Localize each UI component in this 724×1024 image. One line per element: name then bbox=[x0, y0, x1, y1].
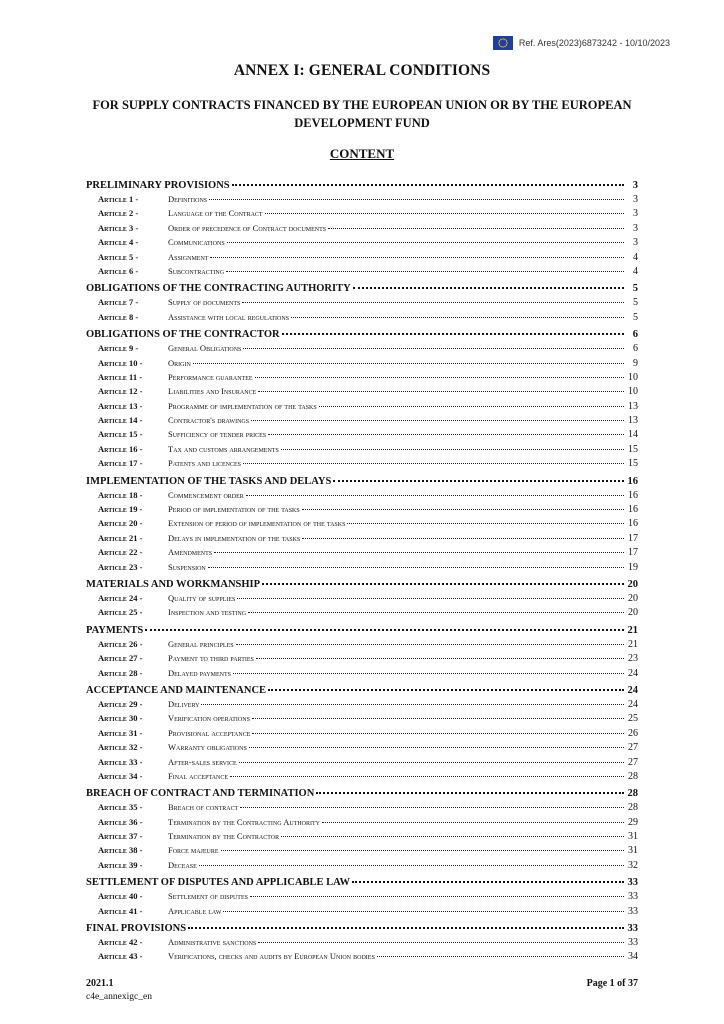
toc-page-number: 20 bbox=[628, 607, 638, 619]
content-heading: CONTENT bbox=[329, 146, 395, 161]
toc-entry-label: PAYMENTS bbox=[86, 624, 144, 636]
toc-article-link[interactable] bbox=[86, 546, 638, 560]
toc-dot-leader bbox=[226, 265, 624, 272]
toc-page-number: 3 bbox=[633, 208, 638, 220]
toc-section-link[interactable] bbox=[86, 875, 638, 890]
toc-page-number: 28 bbox=[628, 770, 638, 782]
toc-article-number: Article 33 - bbox=[98, 756, 143, 767]
toc-dot-leader bbox=[201, 698, 624, 705]
toc-dot-leader bbox=[145, 623, 624, 631]
toc-page-number: 24 bbox=[628, 698, 638, 710]
toc-page-number: 16 bbox=[627, 475, 638, 487]
toc-dot-leader bbox=[291, 311, 624, 318]
toc-section-link[interactable] bbox=[86, 327, 638, 342]
toc-dot-leader bbox=[208, 561, 624, 568]
toc-article-number: Article 3 - bbox=[98, 222, 139, 233]
toc-article-link[interactable] bbox=[86, 801, 638, 815]
toc-article-number: Article 35 - bbox=[98, 802, 143, 813]
toc-entry-label: Definitions bbox=[168, 194, 208, 204]
toc-article-number: Article 8 - bbox=[98, 311, 139, 322]
toc-article-link[interactable] bbox=[86, 265, 638, 279]
toc-dot-leader bbox=[281, 830, 624, 837]
toc-page-number: 27 bbox=[628, 742, 638, 754]
toc-article-link[interactable] bbox=[86, 652, 638, 666]
toc-article-number: Article 6 - bbox=[98, 265, 139, 276]
toc-article-number: Article 42 - bbox=[98, 937, 143, 948]
toc-article-number: Article 14 - bbox=[98, 415, 143, 426]
toc-section-link[interactable] bbox=[86, 786, 638, 801]
toc-dot-leader bbox=[209, 193, 624, 200]
reference-text: Ref. Ares(2023)6873242 - 10/10/2023 bbox=[518, 38, 670, 48]
toc-dot-leader bbox=[199, 859, 624, 866]
toc-page-number: 33 bbox=[628, 905, 638, 917]
toc-page-number: 3 bbox=[633, 237, 638, 249]
toc-page-number: 16 bbox=[628, 489, 638, 501]
toc-entry-label: Assistance with local regulations bbox=[168, 311, 290, 322]
table-of-contents bbox=[86, 176, 638, 965]
toc-page-number: 13 bbox=[628, 400, 638, 412]
toc-article-number: Article 11 - bbox=[98, 371, 143, 382]
toc-article-link[interactable] bbox=[86, 830, 638, 844]
toc-article-number: Article 25 - bbox=[98, 607, 143, 618]
toc-dot-leader bbox=[252, 727, 624, 734]
toc-article-number: Article 15 - bbox=[98, 429, 143, 440]
toc-entry-label: After-sales service bbox=[168, 756, 237, 767]
toc-article-number: Article 2 - bbox=[98, 208, 139, 219]
toc-article-number: Article 9 - bbox=[98, 343, 139, 354]
toc-article-link[interactable] bbox=[86, 905, 638, 919]
toc-entry-label: Delivery bbox=[168, 698, 200, 709]
toc-article-link[interactable] bbox=[86, 517, 638, 531]
toc-page-number: 3 bbox=[633, 222, 638, 234]
toc-page-number: 33 bbox=[628, 937, 638, 949]
toc-page-number: 5 bbox=[632, 283, 638, 295]
toc-article-link[interactable] bbox=[86, 296, 638, 310]
toc-entry-label: Amendments bbox=[168, 547, 213, 558]
toc-entry-label: Verification operations bbox=[168, 713, 250, 724]
toc-article-link[interactable] bbox=[86, 443, 638, 457]
toc-entry-label: Tax and customs arrangements bbox=[168, 443, 279, 454]
toc-dot-leader bbox=[377, 950, 624, 957]
toc-entry-label: BREACH OF CONTRACT AND TERMINATION bbox=[86, 788, 315, 800]
toc-entry-label: Period of implementation of the tasks bbox=[168, 504, 300, 515]
toc-article-link[interactable] bbox=[86, 950, 638, 964]
toc-dot-leader bbox=[352, 875, 624, 883]
toc-page-number: 6 bbox=[633, 343, 638, 355]
eu-flag-icon bbox=[493, 36, 513, 50]
toc-page-number: 5 bbox=[633, 297, 638, 309]
toc-dot-leader bbox=[268, 428, 624, 435]
toc-entry-label: Delayed payments bbox=[168, 667, 231, 678]
toc-article-link[interactable] bbox=[86, 251, 638, 265]
toc-page-number: 13 bbox=[628, 415, 638, 427]
toc-entry-label: General Obligations bbox=[168, 343, 242, 354]
toc-dot-leader bbox=[353, 281, 624, 289]
toc-page-number: 20 bbox=[628, 592, 638, 604]
toc-entry-label: Applicable law bbox=[168, 905, 222, 916]
toc-dot-leader bbox=[282, 327, 624, 335]
toc-article-link[interactable] bbox=[86, 741, 638, 755]
toc-page-number: 17 bbox=[628, 532, 638, 544]
toc-dot-leader bbox=[249, 741, 624, 748]
toc-article-link[interactable] bbox=[86, 207, 638, 221]
toc-page-number: 3 bbox=[632, 180, 638, 191]
toc-entry-label: IMPLEMENTATION OF THE TASKS AND DELAYS bbox=[86, 475, 332, 487]
toc-article-link[interactable] bbox=[86, 311, 638, 325]
toc-entry-label: Decease bbox=[168, 859, 197, 870]
toc-dot-leader bbox=[268, 683, 624, 691]
toc-dot-leader bbox=[251, 414, 624, 421]
toc-entry-label: Language of the Contract bbox=[168, 208, 263, 219]
toc-entry-label: Inspection and testing bbox=[168, 607, 247, 618]
toc-article-number: Article 43 - bbox=[98, 951, 143, 962]
toc-entry-label: Communications bbox=[168, 237, 225, 248]
toc-article-link[interactable] bbox=[86, 698, 638, 712]
toc-entry-label: Force majeure bbox=[168, 845, 219, 856]
toc-article-link[interactable] bbox=[86, 503, 638, 517]
toc-dot-leader bbox=[243, 342, 624, 349]
toc-page-number: 29 bbox=[628, 816, 638, 828]
toc-entry-label: Contractor's drawings bbox=[168, 415, 250, 426]
toc-entry-label: OBLIGATIONS OF THE CONTRACTOR bbox=[86, 329, 280, 341]
toc-entry-label: Supply of documents bbox=[168, 297, 241, 308]
toc-article-link[interactable] bbox=[86, 770, 638, 784]
toc-entry-label: Extension of period of implementation of the tasks bbox=[168, 518, 346, 529]
document-title: ANNEX I: GENERAL CONDITIONS bbox=[233, 62, 491, 79]
toc-article-link[interactable] bbox=[86, 816, 638, 830]
toc-dot-leader bbox=[347, 517, 624, 524]
toc-article-link[interactable] bbox=[86, 606, 638, 620]
toc-dot-leader bbox=[252, 712, 624, 719]
toc-article-number: Article 12 - bbox=[98, 386, 143, 397]
toc-article-link[interactable] bbox=[86, 727, 638, 741]
toc-article-number: Article 23 - bbox=[98, 561, 143, 572]
toc-dot-leader bbox=[281, 443, 624, 450]
toc-dot-leader bbox=[258, 385, 624, 392]
toc-entry-label: Verifications, checks and audits by European Union bodies bbox=[168, 951, 375, 962]
toc-article-link[interactable] bbox=[86, 357, 638, 371]
toc-article-number: Article 24 - bbox=[98, 592, 143, 603]
toc-section-link[interactable] bbox=[86, 577, 638, 592]
toc-entry-label: Termination by the Contractor bbox=[168, 831, 280, 842]
toc-entry-label: Patents and licences bbox=[168, 458, 241, 469]
toc-page-number: 4 bbox=[633, 251, 638, 263]
toc-page-number: 24 bbox=[627, 684, 638, 696]
toc-entry-label: PRELIMINARY PROVISIONS bbox=[86, 180, 230, 191]
toc-page-number: 24 bbox=[628, 667, 638, 679]
toc-entry-label: Payment to third parties bbox=[168, 653, 254, 664]
toc-article-link[interactable] bbox=[86, 844, 638, 858]
toc-article-number: Article 18 - bbox=[98, 489, 143, 500]
toc-dot-leader bbox=[258, 936, 624, 943]
toc-entry-label: MATERIALS AND WORKMANSHIP bbox=[86, 578, 261, 590]
toc-dot-leader bbox=[242, 296, 624, 303]
toc-dot-leader bbox=[240, 801, 624, 808]
toc-page-number: 33 bbox=[627, 923, 638, 935]
toc-article-number: Article 27 - bbox=[98, 653, 143, 664]
toc-page-number: 10 bbox=[628, 386, 638, 398]
toc-entry-label: Provisional acceptance bbox=[168, 727, 251, 738]
toc-dot-leader bbox=[188, 921, 624, 929]
toc-article-number: Article 36 - bbox=[98, 816, 143, 827]
toc-dot-leader bbox=[248, 606, 624, 613]
toc-page-number: 15 bbox=[628, 458, 638, 470]
toc-article-number: Article 10 - bbox=[98, 357, 143, 368]
version-label: 2021.1 bbox=[86, 978, 114, 989]
toc-dot-leader bbox=[262, 577, 624, 585]
toc-section-link[interactable] bbox=[86, 474, 638, 489]
toc-article-number: Article 26 - bbox=[98, 638, 143, 649]
toc-entry-label: SETTLEMENT OF DISPUTES AND APPLICABLE LAW bbox=[86, 877, 351, 889]
toc-section-link[interactable] bbox=[86, 281, 638, 296]
toc-page-number: 16 bbox=[628, 518, 638, 530]
toc-article-number: Article 20 - bbox=[98, 518, 143, 529]
toc-article-number: Article 32 - bbox=[98, 742, 143, 753]
toc-article-number: Article 34 - bbox=[98, 770, 143, 781]
toc-dot-leader bbox=[246, 489, 624, 496]
toc-dot-leader bbox=[236, 638, 624, 645]
toc-article-link[interactable] bbox=[86, 489, 638, 503]
toc-article-number: Article 30 - bbox=[98, 713, 143, 724]
toc-dot-leader bbox=[319, 400, 624, 407]
toc-page-number: 28 bbox=[628, 802, 638, 814]
toc-article-link[interactable] bbox=[86, 457, 638, 471]
toc-entry-label: OBLIGATIONS OF THE CONTRACTING AUTHORITY bbox=[86, 283, 351, 295]
toc-page-number: 33 bbox=[627, 877, 638, 889]
toc-article-link[interactable] bbox=[86, 667, 638, 681]
toc-article-number: Article 21 - bbox=[98, 532, 143, 543]
toc-article-number: Article 31 - bbox=[98, 727, 143, 738]
toc-page-number: 17 bbox=[628, 547, 638, 559]
toc-article-link[interactable] bbox=[86, 222, 638, 236]
toc-article-link[interactable] bbox=[86, 414, 638, 428]
toc-page-number: 9 bbox=[633, 357, 638, 369]
toc-article-number: Article 1 - bbox=[98, 194, 139, 204]
toc-article-number: Article 39 - bbox=[98, 859, 143, 870]
toc-dot-leader bbox=[333, 474, 624, 482]
toc-entry-label: Origin bbox=[168, 357, 191, 368]
toc-page-number: 21 bbox=[628, 638, 638, 650]
toc-dot-leader bbox=[316, 786, 624, 794]
reference-stamp bbox=[493, 36, 670, 50]
toc-page-number: 31 bbox=[628, 845, 638, 857]
toc-article-number: Article 17 - bbox=[98, 458, 143, 469]
toc-entry-label: Settlement of disputes bbox=[168, 891, 248, 902]
page-number: Page 1 of 37 bbox=[586, 978, 638, 989]
toc-article-link[interactable] bbox=[86, 385, 638, 399]
toc-entry-label: General principles bbox=[168, 638, 234, 649]
toc-page-number: 31 bbox=[628, 831, 638, 843]
toc-entry-label: Breach of contract bbox=[168, 802, 239, 813]
toc-dot-leader bbox=[193, 357, 624, 364]
toc-dot-leader bbox=[232, 178, 624, 186]
toc-dot-leader bbox=[302, 503, 624, 510]
toc-page-number: 6 bbox=[632, 329, 638, 341]
toc-article-number: Article 37 - bbox=[98, 831, 143, 842]
toc-dot-leader bbox=[221, 844, 624, 851]
toc-article-link[interactable] bbox=[86, 638, 638, 652]
toc-dot-leader bbox=[239, 756, 624, 763]
toc-article-number: Article 41 - bbox=[98, 905, 143, 916]
toc-page-number: 32 bbox=[628, 859, 638, 871]
toc-article-number: Article 5 - bbox=[98, 251, 139, 262]
toc-article-link[interactable] bbox=[86, 561, 638, 575]
toc-article-link[interactable] bbox=[86, 592, 638, 606]
document-code: c4e_annexigc_en bbox=[86, 992, 152, 1002]
toc-entry-label: ACCEPTANCE AND MAINTENANCE bbox=[86, 684, 267, 696]
toc-dot-leader bbox=[237, 592, 624, 599]
toc-article-link[interactable] bbox=[86, 400, 638, 414]
toc-entry-label: Termination by the Contracting Authority bbox=[168, 816, 321, 827]
toc-dot-leader bbox=[256, 652, 624, 659]
toc-page-number: 16 bbox=[628, 504, 638, 516]
toc-page-number: 3 bbox=[633, 194, 638, 205]
toc-entry-label: FINAL PROVISIONS bbox=[86, 923, 187, 935]
toc-section-link[interactable] bbox=[86, 921, 638, 936]
toc-dot-leader bbox=[250, 890, 624, 897]
toc-article-number: Article 28 - bbox=[98, 667, 143, 678]
toc-article-link[interactable] bbox=[86, 890, 638, 904]
toc-dot-leader bbox=[322, 816, 624, 823]
toc-page-number: 15 bbox=[628, 443, 638, 455]
toc-page-number: 21 bbox=[627, 624, 638, 636]
toc-article-link[interactable] bbox=[86, 756, 638, 770]
toc-article-number: Article 7 - bbox=[98, 297, 139, 308]
toc-entry-label: Assignment bbox=[168, 251, 209, 262]
toc-entry-label: Subcontracting bbox=[168, 265, 225, 276]
toc-dot-leader bbox=[265, 207, 624, 214]
toc-page-number: 19 bbox=[628, 561, 638, 573]
toc-entry-label: Final acceptance bbox=[168, 770, 229, 781]
toc-entry-label: Liabilities and Insurance bbox=[168, 386, 257, 397]
toc-entry-label: Commencement order bbox=[168, 489, 244, 500]
toc-article-link[interactable] bbox=[86, 936, 638, 950]
toc-article-number: Article 40 - bbox=[98, 891, 143, 902]
toc-page-number: 26 bbox=[628, 727, 638, 739]
toc-dot-leader bbox=[233, 667, 624, 674]
toc-entry-label: Delays in implementation of the tasks bbox=[168, 532, 301, 543]
toc-entry-label: Order of precedence of Contract documents bbox=[168, 222, 327, 233]
document-subtitle: FOR SUPPLY CONTRACTS FINANCED BY THE EUROPEAN UNION OR BY THE EUROPEAN DEVELOPMENT FUND bbox=[92, 98, 632, 130]
toc-article-link[interactable] bbox=[86, 428, 638, 442]
toc-page-number: 25 bbox=[628, 713, 638, 725]
toc-page-number: 14 bbox=[628, 429, 638, 441]
toc-dot-leader bbox=[210, 251, 624, 258]
toc-article-link[interactable] bbox=[86, 859, 638, 873]
toc-entry-label: Administrative sanctions bbox=[168, 937, 257, 948]
toc-section-link[interactable] bbox=[86, 683, 638, 698]
toc-article-link[interactable] bbox=[86, 236, 638, 250]
toc-article-number: Article 4 - bbox=[98, 237, 139, 248]
toc-article-link[interactable] bbox=[86, 371, 638, 385]
toc-dot-leader bbox=[243, 457, 624, 464]
toc-dot-leader bbox=[328, 222, 624, 229]
toc-page-number: 20 bbox=[627, 578, 638, 590]
toc-section-link[interactable] bbox=[86, 623, 638, 638]
toc-entry-label: Sufficiency of tender prices bbox=[168, 429, 267, 440]
toc-entry-label: Performance guarantee bbox=[168, 371, 253, 382]
toc-dot-leader bbox=[214, 546, 624, 553]
toc-dot-leader bbox=[230, 770, 624, 777]
toc-dot-leader bbox=[255, 371, 624, 378]
toc-page-number: 23 bbox=[628, 653, 638, 665]
toc-article-link[interactable] bbox=[86, 712, 638, 726]
toc-page-number: 5 bbox=[633, 311, 638, 323]
toc-dot-leader bbox=[302, 532, 624, 539]
toc-page-number: 28 bbox=[627, 788, 638, 800]
toc-article-link[interactable] bbox=[86, 193, 638, 207]
toc-article-number: Article 38 - bbox=[98, 845, 143, 856]
toc-entry-label: Suspension bbox=[168, 561, 206, 572]
toc-dot-leader bbox=[223, 905, 624, 912]
toc-page-number: 4 bbox=[633, 265, 638, 277]
toc-dot-leader bbox=[227, 236, 624, 243]
toc-section-link[interactable] bbox=[86, 178, 638, 193]
toc-article-link[interactable] bbox=[86, 532, 638, 546]
toc-entry-label: Warranty obligations bbox=[168, 742, 247, 753]
toc-entry-label: Quality of supplies bbox=[168, 592, 236, 603]
toc-article-number: Article 29 - bbox=[98, 698, 143, 709]
toc-article-link[interactable] bbox=[86, 342, 638, 356]
toc-article-number: Article 13 - bbox=[98, 400, 143, 411]
toc-page-number: 27 bbox=[628, 756, 638, 768]
toc-article-number: Article 16 - bbox=[98, 443, 143, 454]
toc-entry-label: Programme of implementation of the tasks bbox=[168, 400, 317, 411]
toc-article-number: Article 19 - bbox=[98, 504, 143, 515]
toc-article-number: Article 22 - bbox=[98, 547, 143, 558]
toc-page-number: 33 bbox=[628, 891, 638, 903]
toc-page-number: 34 bbox=[628, 951, 638, 963]
toc-page-number: 10 bbox=[628, 371, 638, 383]
